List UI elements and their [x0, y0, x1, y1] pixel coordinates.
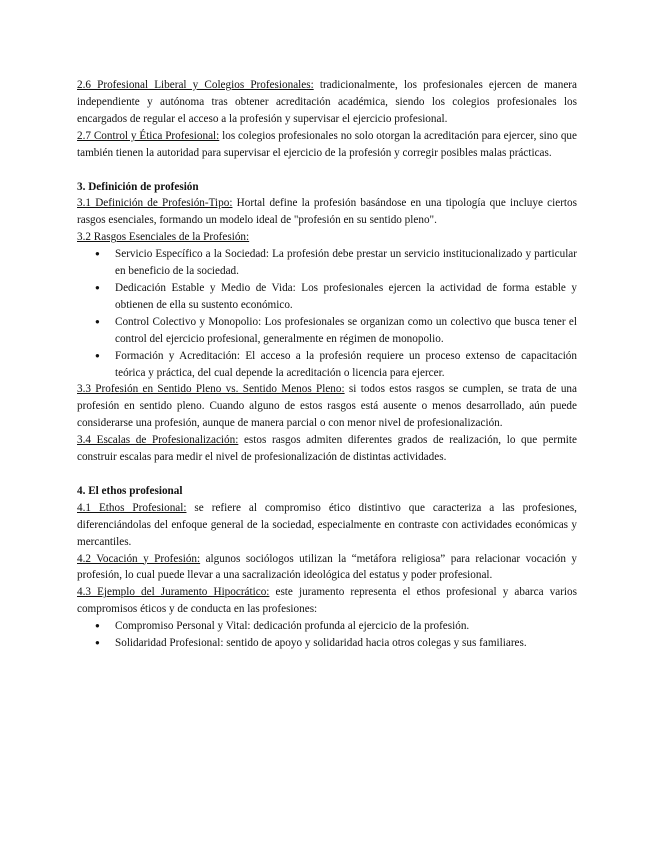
paragraph-4-2: [77, 551, 577, 585]
paragraph-3-2: [77, 229, 577, 246]
section-text: si todos estos rasgos se cumplen, se trata de una profesión en sentido pleno. Cuando alguno de estos rasgos está ausente o menos desarrollado, aún puede considerarse una profesión, aunque de manera parcial o con menor nivel de profesionalización.: [77, 383, 577, 430]
paragraph-3-3: [77, 381, 577, 432]
spacer: [77, 162, 577, 179]
section-label: 3.2 Rasgos Esenciales de la Profesión:: [77, 231, 250, 244]
section-label: 4.1 Ethos Profesional:: [77, 501, 187, 514]
section-label: 2.7 Control y Ética Profesional:: [77, 129, 220, 142]
section-text: estos rasgos admiten diferentes grados de realización, lo que permite construir escalas para medir el nivel de profesionalización de distintas actividades.: [77, 434, 577, 464]
list-item: ● Compromiso Personal y Vital: dedicación profunda al ejercicio de la profesión.: [115, 618, 577, 635]
list-item: ● Formación y Acreditación: El acceso a la profesión requiere un proceso extenso de capacitación teórica y práctica, del cual depende la acreditación o licencia para ejercer.: [115, 348, 577, 382]
paragraph-4-1: [77, 500, 577, 551]
paragraph-3-4: [77, 432, 577, 466]
rasgos-list: [77, 246, 577, 381]
paragraph-3-1: [77, 195, 577, 229]
heading-4: 4. El ethos profesional: [77, 484, 183, 497]
list-item: ● Control Colectivo y Monopolio: Los profesionales se organizan como un colectivo que busca tener el control del ejercicio profesional, generalmente en régimen de monopolio.: [115, 314, 577, 348]
section-label: 3.4 Escalas de Profesionalización:: [77, 434, 239, 447]
compromisos-list: [77, 618, 577, 652]
list-item: ● Solidaridad Profesional: sentido de apoyo y solidaridad hacia otros colegas y sus familiares.: [115, 635, 577, 652]
section-text: Hortal define la profesión basándose en una tipología que incluye ciertos rasgos esenciales, formando un modelo ideal de "profesión en su sentido pleno".: [77, 197, 577, 227]
spacer: [77, 466, 577, 483]
section-text: este juramento representa el ethos profesional y abarca varios compromisos éticos y de conducta en las profesiones:: [77, 586, 577, 616]
section-text: tradicionalmente, los profesionales ejercen de manera independiente y autónoma tras obtener acreditación académica, siendo los colegios profesionales los encargados de regular el acceso a la profesión y supervisar el ejercicio profesional.: [77, 79, 577, 125]
section-label: 4.3 Ejemplo del Juramento Hipocrático:: [77, 586, 270, 599]
section-label: 3.1 Definición de Profesión-Tipo:: [77, 197, 233, 210]
list-item: ● Servicio Específico a la Sociedad: La profesión debe prestar un servicio institucionalizado y particular en beneficio de la sociedad.: [115, 246, 577, 280]
list-item: ● Dedicación Estable y Medio de Vida: Los profesionales ejercen la actividad de forma estable y obtienen de ella su sustento económico.: [115, 280, 577, 314]
document-page: [77, 77, 577, 652]
heading-3: 3. Definición de profesión: [77, 180, 199, 193]
paragraph-2-6: [77, 77, 577, 128]
section-label: 3.3 Profesión en Sentido Pleno vs. Sentido Menos Pleno:: [77, 383, 345, 396]
section-text: algunos sociólogos utilizan la “metáfora religiosa” para relacionar vocación y profesión, lo cual puede llevar a una sacralización ideológica del estatus y poder profesional.: [77, 552, 577, 582]
section-label: 2.6 Profesional Liberal y Colegios Profesionales:: [77, 79, 314, 91]
paragraph-4-3: [77, 584, 577, 618]
section-text: se refiere al compromiso ético distintivo que caracteriza a las profesiones, diferenciándolas del enfoque general de la sociedad, especialmente en contraste con actividades económicas y mercantiles.: [77, 501, 577, 548]
section-label: 4.2 Vocación y Profesión:: [77, 552, 201, 565]
section-text: los colegios profesionales no solo otorgan la acreditación para ejercer, sino que también tienen la autoridad para supervisar el ejercicio de la profesión y corregir posibles malas prácticas.: [77, 129, 577, 159]
paragraph-2-7: [77, 128, 577, 162]
